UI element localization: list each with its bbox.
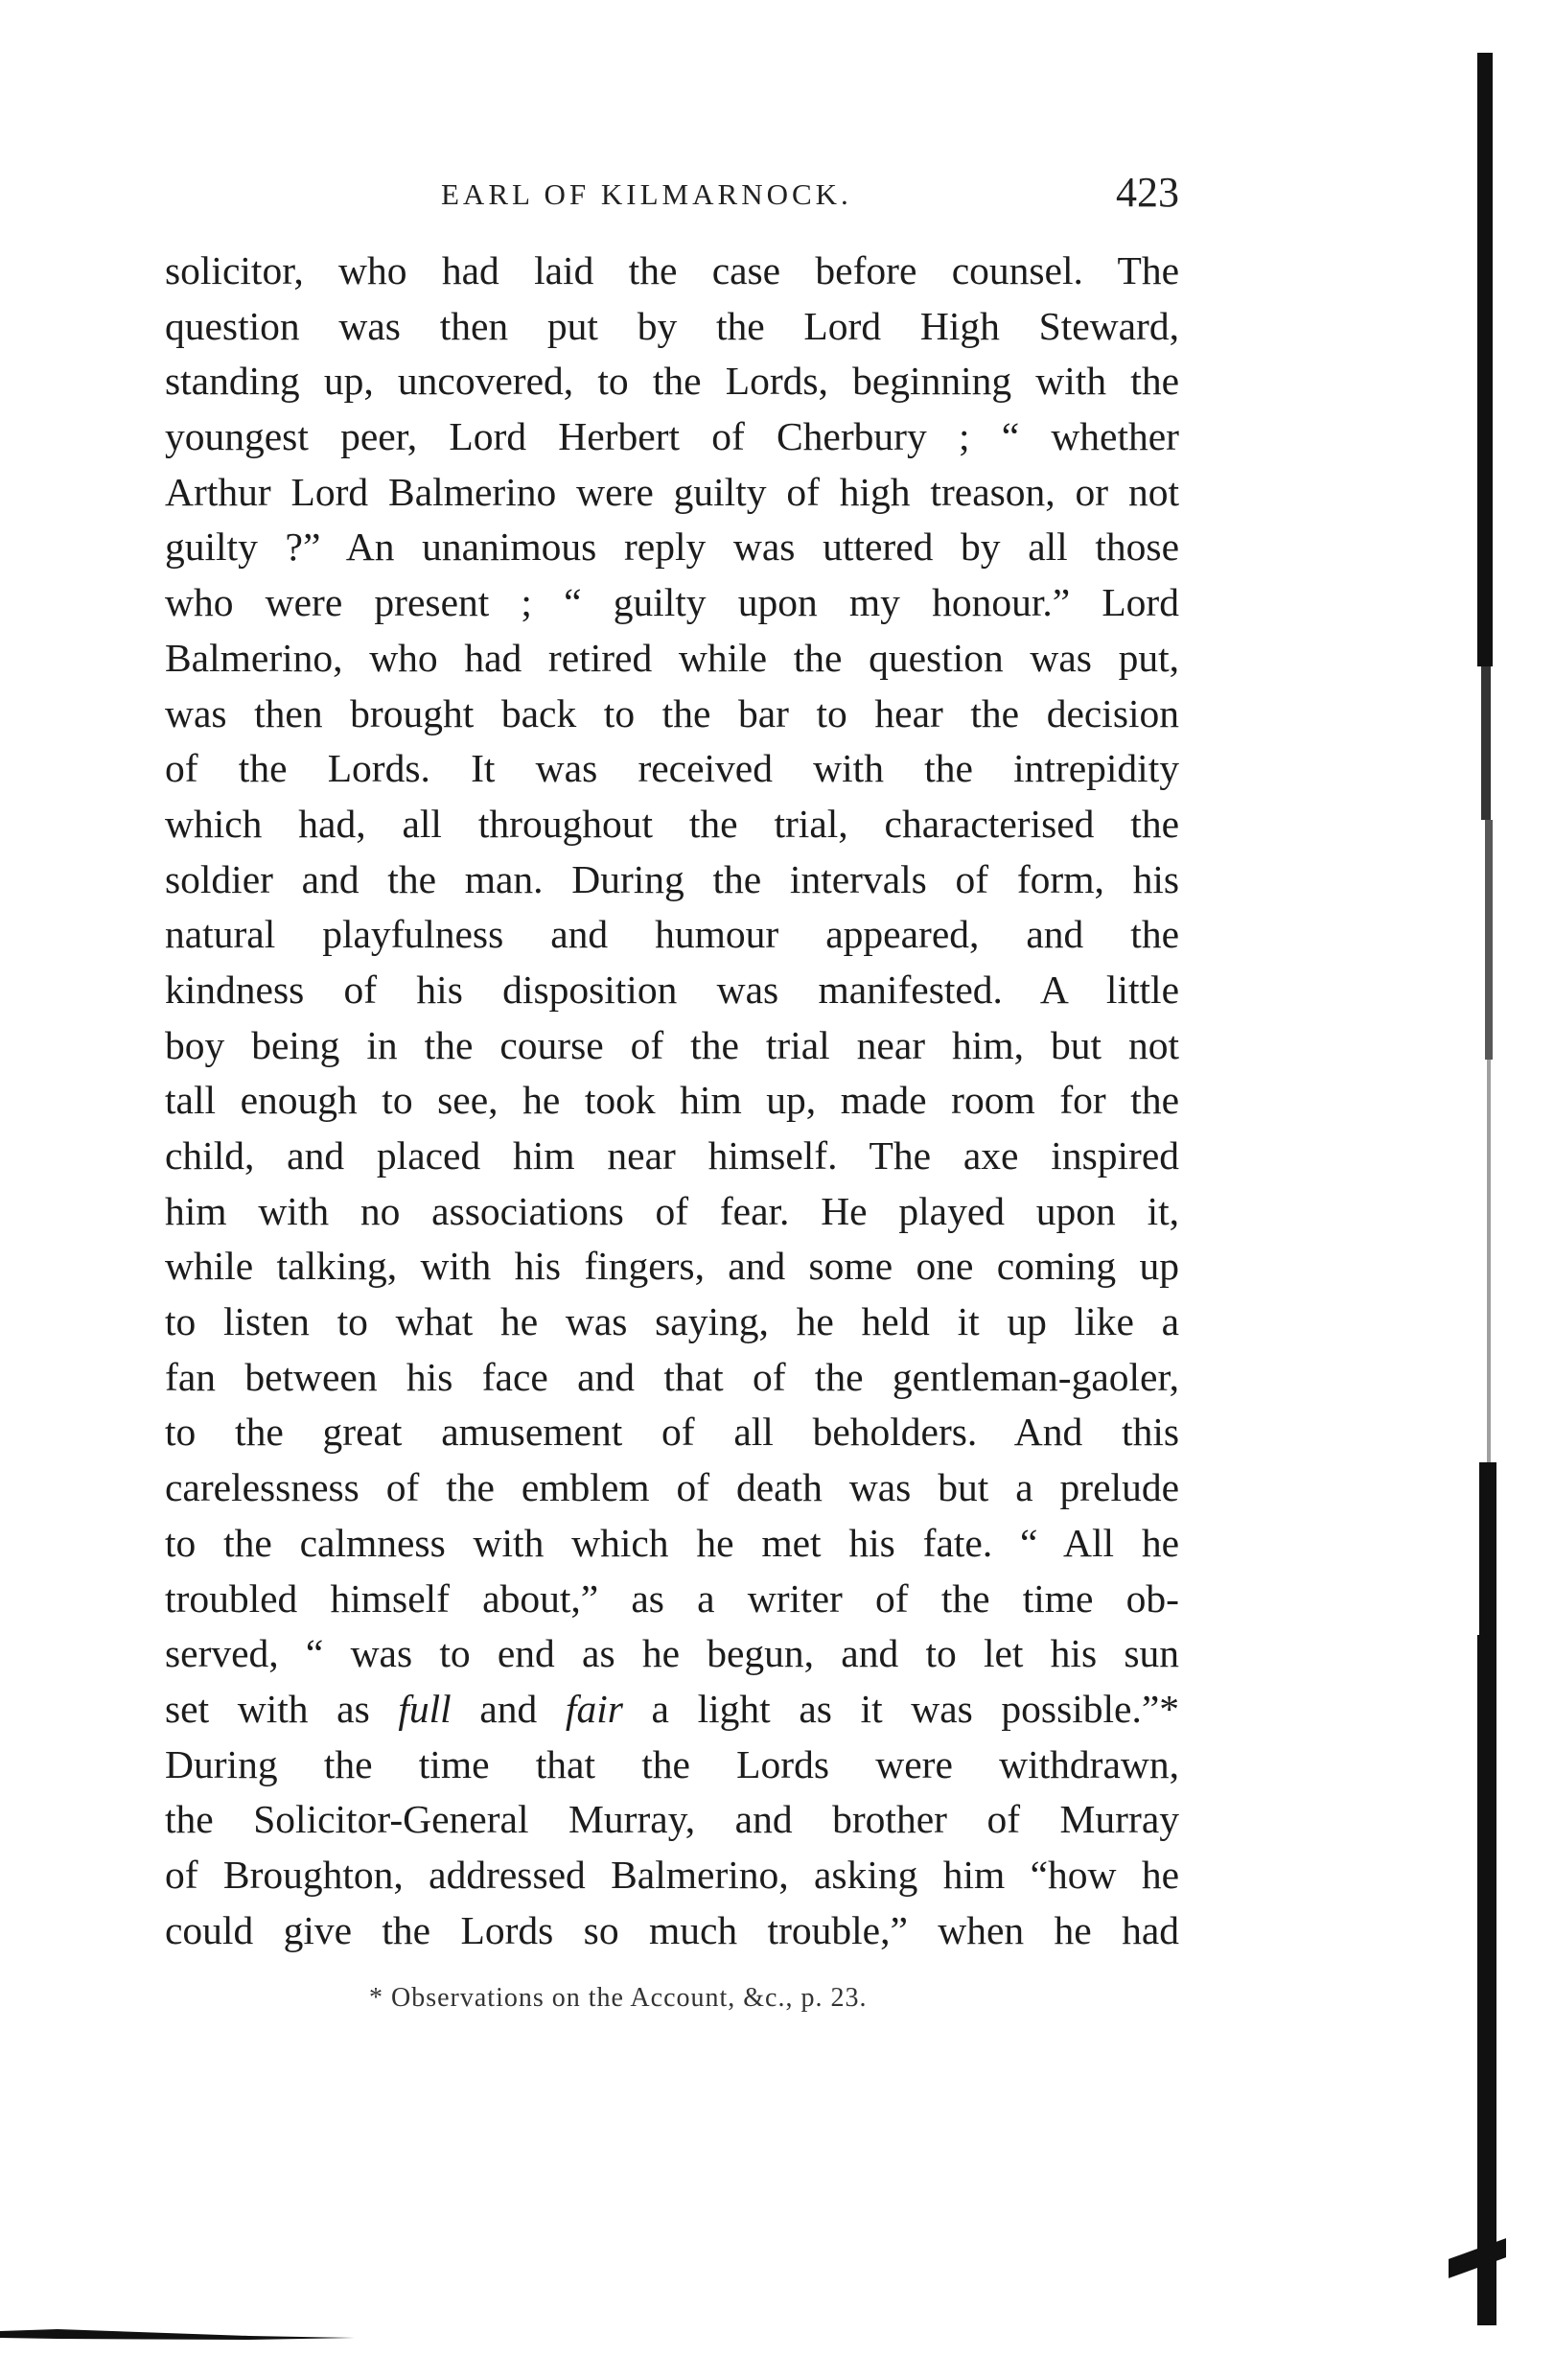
text-line: tall enough to see, he took him up, made room for the — [165, 1078, 1179, 1123]
text-line: while talking, with his fingers, and some one coming up — [165, 1244, 1179, 1289]
text-line: Arthur Lord Balmerino were guilty of high treason, or not — [165, 469, 1179, 514]
text-line: who were present ; “ guilty upon my honour.” Lord — [165, 580, 1179, 625]
scan-streak-artifact — [0, 2325, 355, 2345]
text-line: to listen to what he was saying, he held it up like a — [165, 1299, 1179, 1344]
text-line: was then brought back to the bar to hear the decision — [165, 690, 1179, 735]
text-line: soldier and the man. During the intervals of form, his — [165, 856, 1179, 901]
page-number: 423 — [1116, 169, 1179, 216]
text-line: carelessness of the emblem of death was but a prelude — [165, 1465, 1179, 1510]
text-line: question was then put by the Lord High Steward, — [165, 303, 1179, 348]
running-title: EARL OF KILMARNOCK. — [441, 177, 852, 211]
text-segment: a light as it was possible.”* — [622, 1686, 1179, 1731]
text-line: boy being in the course of the trial near him, but not — [165, 1022, 1179, 1067]
text-line: of Broughton, addressed Balmerino, asking him “how he — [165, 1852, 1179, 1897]
italic-word-full: full — [398, 1686, 452, 1731]
text-line: guilty ?” An unanimous reply was uttered by all those — [165, 525, 1179, 570]
text-line: youngest peer, Lord Herbert of Cherbury ; “ whether — [165, 414, 1179, 459]
text-line: him with no associations of fear. He played upon it, — [165, 1188, 1179, 1233]
text-line: the Solicitor-General Murray, and brother of Murray — [165, 1797, 1179, 1842]
text-line-with-italics — [165, 1682, 1179, 1738]
text-line: natural playfulness and humour appeared, and the — [165, 912, 1179, 957]
text-line: served, “ was to end as he begun, and to let his sun — [165, 1631, 1179, 1676]
page-edge-scan-artifact — [1443, 53, 1510, 2316]
text-line: solicitor, who had laid the case before counsel. The — [165, 248, 1179, 292]
text-line: fan between his face and that of the gentleman-gaoler, — [165, 1354, 1179, 1399]
text-line: kindness of his disposition was manifested. A little — [165, 967, 1179, 1012]
text-line: standing up, uncovered, to the Lords, beginning with the — [165, 359, 1179, 404]
text-segment: and — [451, 1686, 566, 1731]
text-line: which had, all throughout the trial, characterised the — [165, 801, 1179, 846]
body-text — [165, 244, 1179, 1958]
page-header — [163, 168, 1179, 225]
text-line: of the Lords. It was received with the intrepidity — [165, 746, 1179, 791]
text-line: During the time that the Lords were withdrawn, — [165, 1741, 1179, 1786]
footnote: * Observations on the Account, &c., p. 23. — [369, 1983, 868, 2013]
italic-word-fair: fair — [565, 1686, 623, 1731]
text-line: to the great amusement of all beholders. And this — [165, 1410, 1179, 1455]
text-line: to the calmness with which he met his fate. “ All he — [165, 1520, 1179, 1565]
text-line: Balmerino, who had retired while the question was put, — [165, 635, 1179, 680]
text-line: child, and placed him near himself. The axe inspired — [165, 1133, 1179, 1178]
text-segment: set with as — [165, 1686, 399, 1731]
text-line: could give the Lords so much trouble,” when he had — [165, 1907, 1179, 1952]
text-line: troubled himself about,” as a writer of the time ob- — [165, 1575, 1179, 1621]
